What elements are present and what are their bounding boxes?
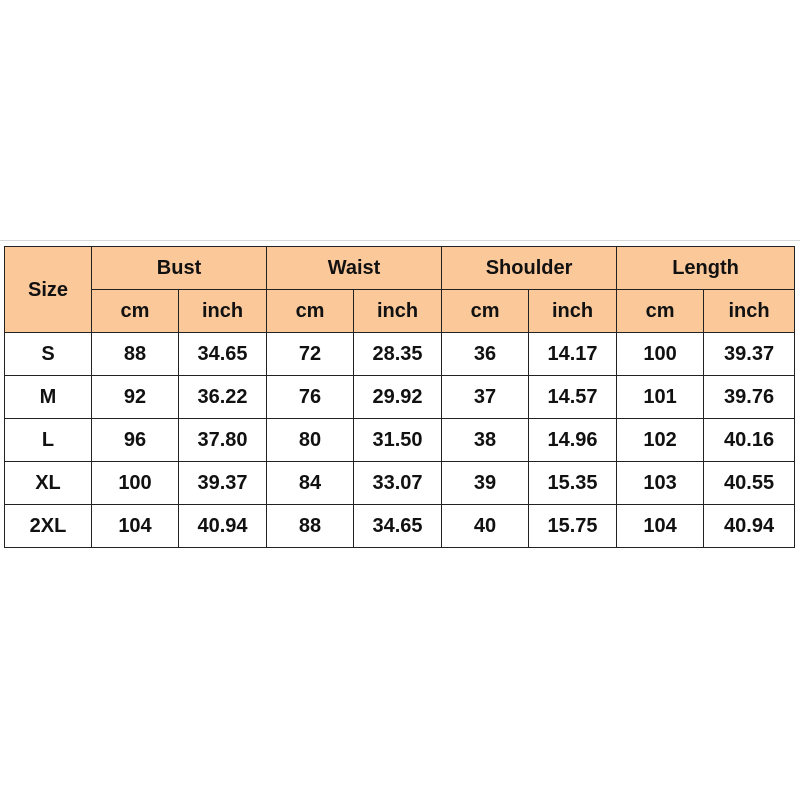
table-cell: 76 [267, 376, 354, 419]
size-cell: XL [5, 462, 92, 505]
table-cell: 104 [617, 505, 704, 548]
table-cell: 100 [617, 333, 704, 376]
table-cell: 34.65 [179, 333, 267, 376]
table-cell: 96 [92, 419, 179, 462]
table-cell: 101 [617, 376, 704, 419]
table-cell: 80 [267, 419, 354, 462]
table-cell: 14.96 [529, 419, 617, 462]
unit-header: inch [354, 290, 442, 333]
size-cell: 2XL [5, 505, 92, 548]
length-header: Length [617, 247, 795, 290]
unit-header: cm [617, 290, 704, 333]
size-chart-table [4, 246, 795, 548]
table-cell: 14.57 [529, 376, 617, 419]
unit-header: cm [442, 290, 529, 333]
table-row [5, 333, 795, 376]
table-row [5, 376, 795, 419]
table-row [5, 462, 795, 505]
table-cell: 104 [92, 505, 179, 548]
unit-header: cm [92, 290, 179, 333]
table-cell: 39.37 [179, 462, 267, 505]
table-cell: 72 [267, 333, 354, 376]
unit-header: cm [267, 290, 354, 333]
table-cell: 37 [442, 376, 529, 419]
waist-header: Waist [267, 247, 442, 290]
table-cell: 40.94 [179, 505, 267, 548]
table-cell: 39 [442, 462, 529, 505]
table-cell: 37.80 [179, 419, 267, 462]
table-cell: 40.16 [704, 419, 795, 462]
table-cell: 36 [442, 333, 529, 376]
table-cell: 92 [92, 376, 179, 419]
size-cell: L [5, 419, 92, 462]
table-cell: 40 [442, 505, 529, 548]
table-cell: 88 [267, 505, 354, 548]
unit-header: inch [179, 290, 267, 333]
table-cell: 38 [442, 419, 529, 462]
table-row [5, 419, 795, 462]
table-row [5, 505, 795, 548]
table-cell: 39.76 [704, 376, 795, 419]
table-cell: 14.17 [529, 333, 617, 376]
table-cell: 39.37 [704, 333, 795, 376]
table-cell: 33.07 [354, 462, 442, 505]
size-cell: S [5, 333, 92, 376]
table-cell: 34.65 [354, 505, 442, 548]
table-cell: 102 [617, 419, 704, 462]
size-header: Size [5, 247, 92, 333]
table-cell: 29.92 [354, 376, 442, 419]
table-cell: 31.50 [354, 419, 442, 462]
table-cell: 36.22 [179, 376, 267, 419]
table-cell: 84 [267, 462, 354, 505]
table-cell: 15.75 [529, 505, 617, 548]
table-cell: 40.94 [704, 505, 795, 548]
table-cell: 40.55 [704, 462, 795, 505]
table-cell: 28.35 [354, 333, 442, 376]
table-cell: 103 [617, 462, 704, 505]
table-cell: 15.35 [529, 462, 617, 505]
group-header-row [5, 247, 795, 290]
shoulder-header: Shoulder [442, 247, 617, 290]
unit-header: inch [529, 290, 617, 333]
bust-header: Bust [92, 247, 267, 290]
divider-line [0, 240, 800, 241]
unit-header: inch [704, 290, 795, 333]
size-cell: M [5, 376, 92, 419]
unit-header-row [5, 290, 795, 333]
table-cell: 100 [92, 462, 179, 505]
table-cell: 88 [92, 333, 179, 376]
